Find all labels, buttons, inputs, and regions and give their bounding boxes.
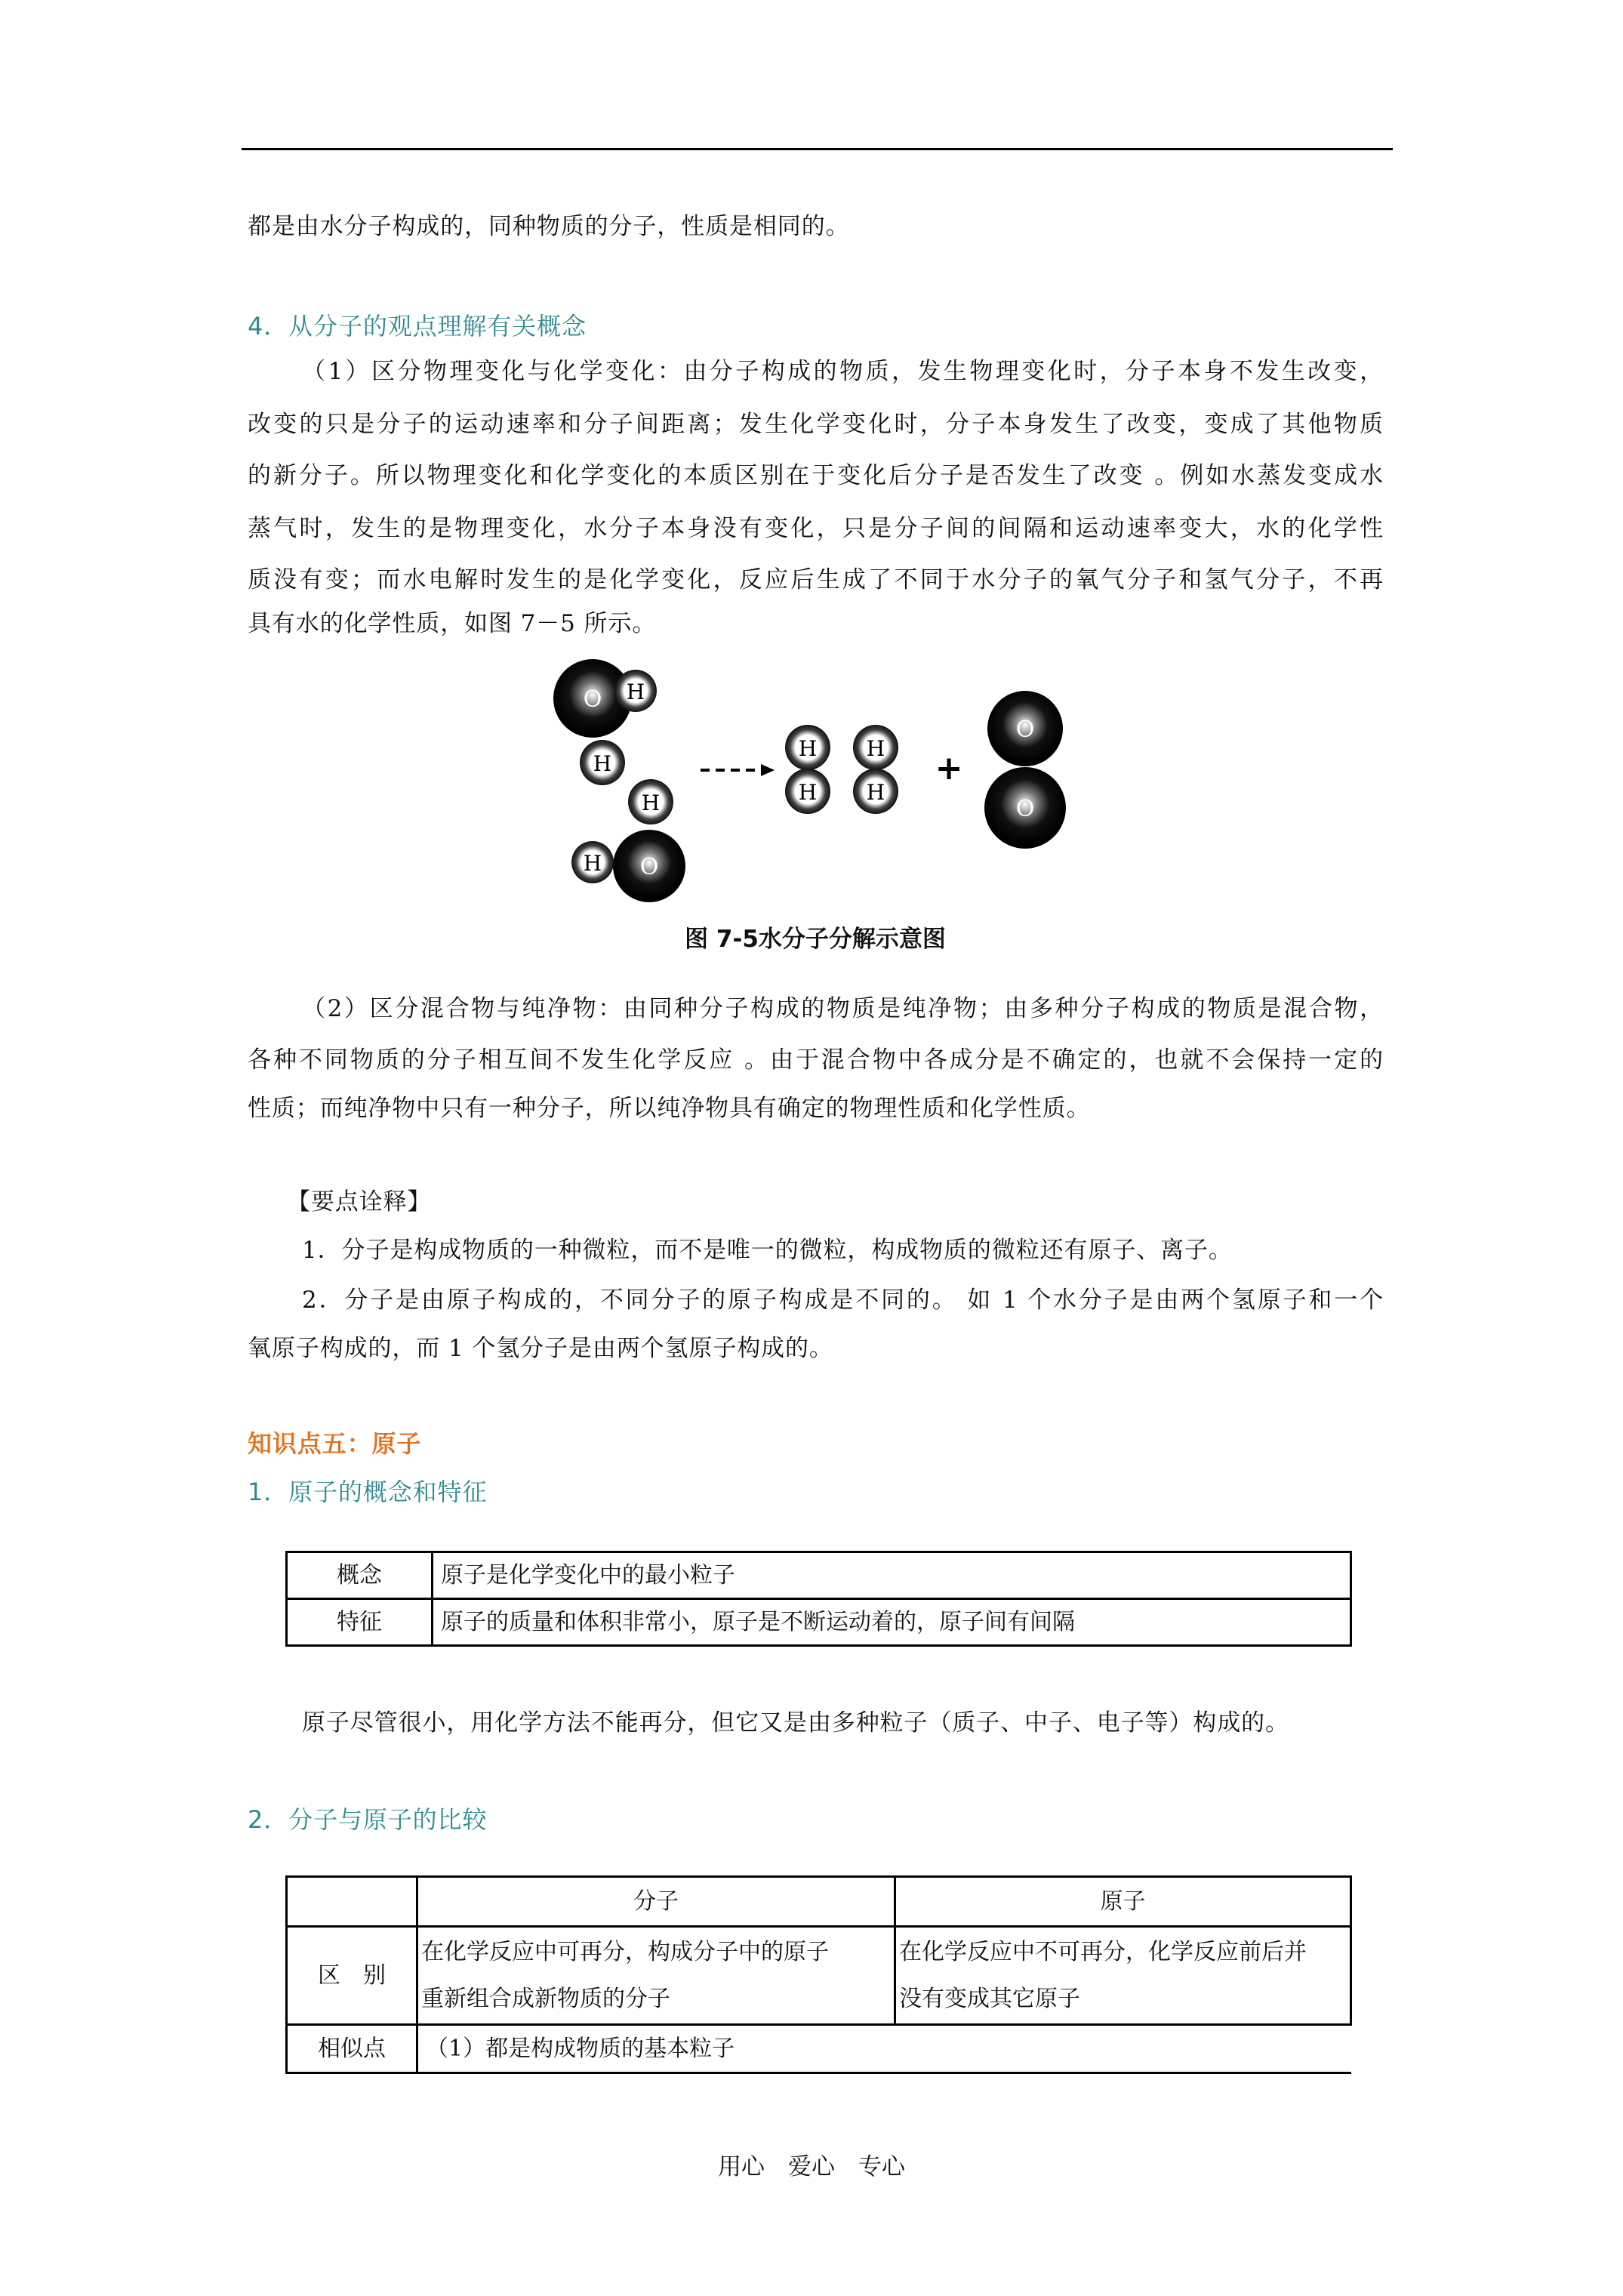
hydrogen-label: H <box>866 736 885 761</box>
table-row <box>287 1599 1351 1646</box>
row-value: 原子是化学变化中的最小粒子 <box>433 1552 1351 1599</box>
similarity-label: 相似点 <box>287 2025 417 2073</box>
header-cell-empty <box>287 1877 417 1927</box>
hydrogen-label: H <box>626 680 645 704</box>
row-label: 概念 <box>287 1552 433 1599</box>
subheading-1: 1．原子的概念和特征 <box>248 1478 488 1506</box>
difference-atom-line2: 没有变成其它原子 <box>899 1985 1080 2012</box>
similarity-value: （1）都是构成物质的基本粒子 <box>417 2025 1351 2073</box>
row-label: 特征 <box>287 1599 433 1646</box>
para1-line6: 具有水的化学性质，如图 7－5 所示。 <box>248 610 657 637</box>
water-molecule-1 <box>553 659 657 785</box>
figure-caption: 图 7-5水分子分解示意图 <box>685 926 946 953</box>
para2-line3: 性质；而纯净物中只有一种分子，所以纯净物具有确定的物理性质和化学性质。 <box>248 1095 1091 1122</box>
oxygen-label: O <box>1015 717 1035 743</box>
plus-sign: + <box>935 749 963 787</box>
difference-label: 区 别 <box>287 1927 417 2025</box>
para1-line4: 蒸气时，发生的是物理变化，水分子本身没有变化，只是分子间的间隔和运动速率变大，水的化学性 <box>248 515 1384 542</box>
header-atom: 原子 <box>895 1877 1351 1927</box>
difference-molecule-line2: 重新组合成新物质的分子 <box>421 1985 670 2012</box>
note-2-line1: 2．分子是由原子构成的，不同分子的原子构成是不同的。 如 1 个水分子是由两个氢原子和一个 <box>302 1287 1384 1314</box>
note-1: 1．分子是构成物质的一种微粒，而不是唯一的微粒，构成物质的微粒还有原子、离子。 <box>302 1237 1233 1264</box>
atom-note: 原子尽管很小，用化学方法不能再分，但它又是由多种粒子（质子、中子、电子等）构成的。 <box>302 1709 1289 1737</box>
hydrogen-label: H <box>641 791 661 815</box>
table-row <box>287 1552 1351 1599</box>
subheading-2: 2．分子与原子的比较 <box>248 1805 488 1834</box>
para1-line1: （1）区分物理变化与化学变化：由分子构成的物质，发生物理变化时，分子本身不发生改变， <box>302 358 1384 385</box>
header-molecule: 分子 <box>417 1877 895 1927</box>
hydrogen-label: H <box>798 736 818 761</box>
reaction-arrow-icon <box>701 764 775 776</box>
hydrogen-molecule-2 <box>853 725 898 814</box>
hydrogen-molecule-1 <box>785 725 830 814</box>
oxygen-molecule <box>984 691 1066 849</box>
row-value: 原子的质量和体积非常小，原子是不断运动着的，原子间有间隔 <box>433 1599 1351 1646</box>
table-row-similarity <box>287 2025 1351 2073</box>
continued-paragraph: 都是由水分子构成的，同种物质的分子，性质是相同的。 <box>248 213 850 240</box>
difference-atom-line1: 在化学反应中不可再分，化学反应前后并 <box>899 1938 1307 1965</box>
page-footer: 用心 爱心 专心 <box>718 2153 905 2180</box>
oxygen-label: O <box>583 686 602 713</box>
atom-concept-table <box>285 1551 1352 1647</box>
difference-molecule-line1: 在化学反应中可再分，构成分子中的原子 <box>421 1938 829 1965</box>
hydrogen-label: H <box>798 780 818 805</box>
para1-line2: 改变的只是分子的运动速率和分子间距离；发生化学变化时，分子本身发生了改变，变成了其他物质 <box>248 411 1384 438</box>
hydrogen-label: H <box>583 851 602 876</box>
table-row-difference <box>287 1927 1351 2025</box>
difference-molecule <box>417 1927 895 2025</box>
water-molecule-2 <box>571 779 685 902</box>
section-5-heading: 知识点五：原子 <box>248 1429 422 1458</box>
notes-title: 【要点诠释】 <box>287 1188 432 1216</box>
header-rule <box>242 148 1393 150</box>
molecule-atom-comparison-table <box>285 1875 1352 2074</box>
oxygen-label: O <box>639 854 659 880</box>
hydrogen-label: H <box>593 751 612 776</box>
difference-atom <box>895 1927 1351 2025</box>
heading-4: 4．从分子的观点理解有关概念 <box>248 312 587 341</box>
oxygen-label: O <box>1015 796 1035 822</box>
para2-line2: 各种不同物质的分子相互间不发生化学反应 。由于混合物中各成分是不确定的，也就不会保持一定的 <box>248 1046 1384 1074</box>
table-header-row <box>287 1877 1351 1927</box>
molecule-diagram <box>551 657 1079 906</box>
para1-line3: 的新分子。所以物理变化和化学变化的本质区别在于变化后分子是否发生了改变 。例如水蒸发变成水 <box>248 462 1384 489</box>
note-2-line2: 氧原子构成的，而 1 个氢分子是由两个氢原子构成的。 <box>248 1335 833 1362</box>
para1-line5: 质没有变；而水电解时发生的是化学变化，反应后生成了不同于水分子的氧气分子和氢气分子，不再 <box>248 566 1384 593</box>
hydrogen-label: H <box>866 780 885 805</box>
water-decomposition-figure <box>551 657 1079 966</box>
para2-line1: （2）区分混合物与纯净物：由同种分子构成的物质是纯净物；由多种分子构成的物质是混合物， <box>302 995 1384 1022</box>
